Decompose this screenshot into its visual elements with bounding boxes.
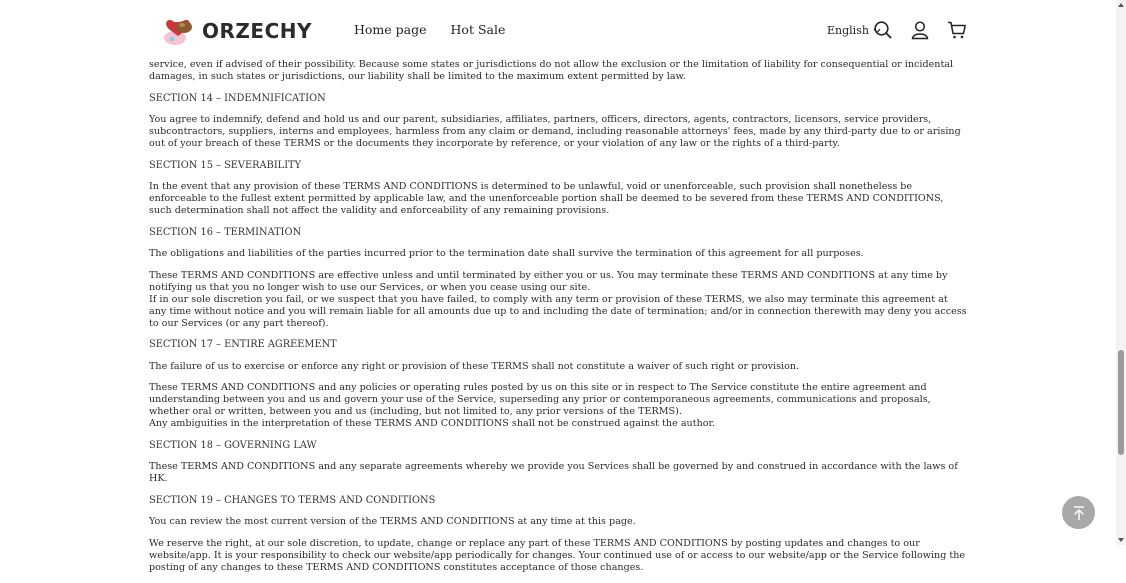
arrow-up-icon bbox=[1071, 505, 1087, 521]
section-15-heading: SECTION 15 – SEVERABILITY bbox=[149, 159, 302, 171]
paragraph-governing-law: These TERMS AND CONDITIONS and any separate agreements whereby we provide you Services shall be governed by and construed in accordance with the laws of HK. bbox=[149, 461, 958, 484]
paragraph-termination-effective: These TERMS AND CONDITIONS are effective unless and until terminated by either you or us. You may terminate these TERMS AND CONDITIONS at any time by notifying us that you no longer wish to use our Services, or when you cease using our site. bbox=[149, 269, 948, 293]
paragraph-severability: In the event that any provision of these TERMS AND CONDITIONS is determined to be unlawful, void or unenforceable, such provision shall nonetheless be enforceable to the fullest extent permitted by applicable law, and the unenforceable portion shall be deemed to be severed from these TERMS AND CONDITIONS, such determination shall not affect the validity and enforceability of any remaining provisions. bbox=[149, 181, 944, 216]
section-16-heading: SECTION 16 – TERMINATION bbox=[149, 226, 302, 238]
paragraph-indemnification: You agree to indemnify, defend and hold us and our parent, subsidiaries, affiliates, partners, officers, directors, agents, contractors, licensors, service providers, subcontractors, suppliers, interns and employees, harmless from any claim or demand, including reasonable attorneys' fees, made by any third-party due to or arising out of your breach of these TERMS or the documents they incorporate by reference, or your violation of any law or the rights of a third-party. bbox=[149, 114, 961, 149]
nav-home-page[interactable]: Home page bbox=[354, 22, 427, 37]
main-nav bbox=[354, 22, 505, 37]
paragraph-liability-end: service, even if advised of their possibility. Because some states or jurisdictions do not allow the exclusion or the limitation of liability for consequential or incidental damages, in such states or jurisdictions, our liability shall be limited to the maximum extent permitted by law. bbox=[149, 59, 954, 82]
section-19-heading: SECTION 19 – CHANGES TO TERMS AND CONDITIONS bbox=[149, 494, 436, 506]
scroll-down-arrow-icon[interactable] bbox=[1118, 538, 1124, 542]
paragraph-review-terms: You can review the most current version of the TERMS AND CONDITIONS at any time at this page. bbox=[149, 516, 636, 527]
page-scrollbar[interactable] bbox=[1116, 0, 1126, 545]
section-18-heading: SECTION 18 – GOVERNING LAW bbox=[149, 439, 317, 451]
site-header bbox=[0, 0, 1116, 60]
paragraph-termination-obligations: The obligations and liabilities of the parties incurred prior to the termination date shall survive the termination of this agreement for all purposes. bbox=[149, 248, 864, 259]
section-14-heading: SECTION 14 – INDEMNIFICATION bbox=[149, 92, 326, 104]
logo-text: ORZECHY bbox=[202, 19, 312, 43]
cart-icon[interactable] bbox=[947, 20, 969, 42]
logo-nut-icon bbox=[162, 14, 200, 48]
paragraph-entire-agreement: These TERMS AND CONDITIONS and any policies or operating rules posted by us on this site or in respect to The Service constitute the entire agreement and understanding between you and us and govern your use of the Service, superseding any prior or contemporaneous agreements, communications and proposals, whether oral or written, between you and us (including, but not limited to, any prior versions of the TERMS). bbox=[149, 382, 931, 417]
scroll-up-arrow-icon[interactable] bbox=[1118, 3, 1124, 7]
language-label: English bbox=[827, 24, 869, 37]
user-icon[interactable] bbox=[910, 20, 932, 42]
back-to-top-button[interactable] bbox=[1062, 496, 1095, 529]
site-logo[interactable] bbox=[162, 14, 312, 48]
paragraph-termination-discretion: If in our sole discretion you fail, or we suspect that you have failed, to comply with any term or provision of these TERMS, we also may terminate this agreement at any time without notice and you will remain liable for all amounts due up to and including the date of termination; and/or in connection therewith may deny you access to our Services (or any part thereof). bbox=[149, 293, 967, 329]
paragraph-ambiguities: Any ambiguities in the interpretation of these TERMS AND CONDITIONS shall not be construed against the author. bbox=[149, 418, 716, 429]
paragraph-changes: We reserve the right, at our sole discretion, to update, change or replace any part of these TERMS AND CONDITIONS by posting updates and changes to our website/app. It is your responsibility to check our website/app periodically for changes. Your continued use of or access to our website/app or the Service following the posting of any changes to these TERMS AND CONDITIONS constitutes acceptance of those changes. bbox=[149, 537, 966, 573]
terms-content bbox=[149, 50, 967, 583]
section-17-heading: SECTION 17 – ENTIRE AGREEMENT bbox=[149, 339, 337, 350]
nav-hot-sale[interactable]: Hot Sale bbox=[450, 22, 506, 37]
search-icon[interactable] bbox=[873, 20, 895, 42]
scrollbar-thumb[interactable] bbox=[1118, 350, 1124, 455]
paragraph-waiver: The failure of us to exercise or enforce any right or provision of these TERMS shall not constitute a waiver of such right or provision. bbox=[149, 360, 800, 372]
